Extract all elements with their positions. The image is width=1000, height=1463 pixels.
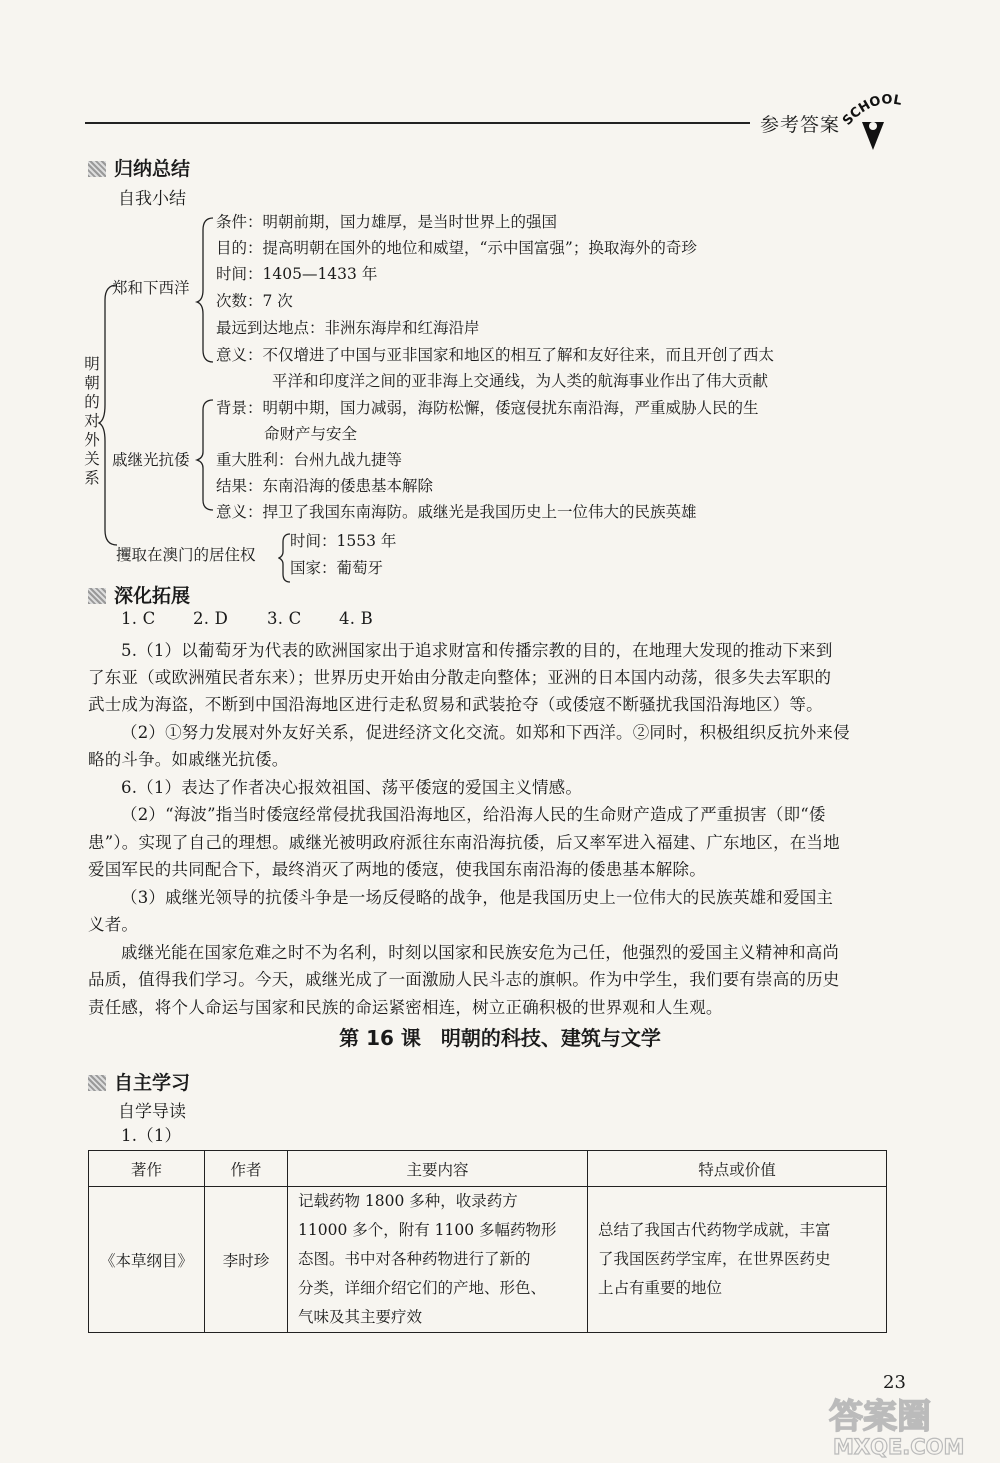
paragraph-line: 义者。 — [88, 915, 139, 934]
cell-content — [288, 1187, 588, 1333]
qijiguang-result: 结果：东南沿海的倭患基本解除 — [216, 477, 434, 495]
section-marker-icon — [88, 588, 106, 604]
header-title: 参考答案 — [760, 114, 841, 136]
watermark-text: 答案圈 — [829, 1397, 931, 1437]
paragraph-line: 戚继光能在国家危难之时不为名利，时刻以国家和民族安危为己任，他强烈的爱国主义精神和高尚 — [121, 943, 840, 962]
mindmap-braces — [95, 200, 225, 580]
mindmap-root: 明朝的对外关系 — [84, 355, 100, 487]
lesson-title: 第 16 课 明朝的科技、建筑与文学 — [339, 1026, 661, 1050]
section-summary-title: 归纳总结 — [114, 158, 191, 180]
paragraph-line: （2）①努力发展对外友好关系，促进经济文化交流。如郑和下西洋。②同时，积极组织反抗外来侵 — [121, 723, 850, 742]
cell-value-line: 总结了我国古代药物学成就，丰富 — [598, 1221, 831, 1239]
cell-content-line: 记载药物 1800 多种，收录药方 — [298, 1192, 518, 1210]
paragraph-line: 患”）。实现了自己的理想。戚继光被明政府派往东南沿海抗倭，后又率军进入福建、广东地区，在当地 — [88, 833, 840, 852]
branch-zhenghe-label: 郑和下西洋 — [112, 279, 190, 297]
paragraph-line: （3）戚继光领导的抗倭斗争是一场反侵略的战争，他是我国历史上一位伟大的民族英雄和爱国主 — [121, 888, 834, 907]
self-study-subtitle: 自学导读 — [118, 1102, 186, 1122]
mc-answer: 2. D — [193, 609, 229, 628]
section-self-study-title: 自主学习 — [114, 1072, 191, 1094]
zhenghe-purpose: 目的：提高明朝在国外的地位和威望，“示中国富强”；换取海外的奇珍 — [216, 239, 697, 257]
mc-answer: 1. C — [121, 609, 156, 628]
summary-subtitle: 自我小结 — [118, 189, 186, 209]
paragraph-line: 爱国军民的共同配合下，最终消灭了两地的倭寇，使我国东南沿海的倭患基本解除。 — [88, 860, 706, 879]
paragraph-line: 责任感，将个人命运与国家和民族的命运紧密相连，树立正确积极的世界观和人生观。 — [88, 998, 723, 1017]
section-marker-icon — [88, 161, 106, 177]
school-logo-text: SCHOOL — [840, 92, 903, 129]
page-number: 23 — [883, 1372, 906, 1393]
section-summary — [88, 154, 190, 181]
watermark-url: MXQE.COM — [833, 1435, 965, 1459]
section-marker-icon — [88, 1075, 106, 1091]
branch-macau-label: 攫取在澳门的居住权 — [116, 546, 256, 564]
section-self-study — [88, 1068, 190, 1095]
cell-value-line: 上占有重要的地位 — [598, 1279, 723, 1297]
cell-content-line: 11000 多个，附有 1100 多幅药物形 — [298, 1221, 557, 1239]
paragraph-line: 略的斗争。如戚继光抗倭。 — [88, 750, 289, 769]
paragraph-line: 5.（1）以葡萄牙为代表的欧洲国家出于追求财富和传播宗教的目的，在地理大发现的推动下来到 — [121, 641, 833, 660]
mc-answer: 4. B — [339, 609, 373, 628]
table-header-cell: 作者 — [205, 1151, 288, 1187]
qijiguang-significance: 意义：捍卫了我国东南海防。戚继光是我国历史上一位伟大的民族英雄 — [216, 503, 697, 521]
table-header-row — [89, 1151, 887, 1187]
cell-author: 李时珍 — [205, 1187, 288, 1333]
watermark-logo — [825, 1388, 995, 1460]
macau-country: 国家：葡萄牙 — [290, 559, 384, 577]
zhenghe-significance-cont: 平洋和印度洋之间的亚非海上交通线，为人类的航海事业作出了伟大贡献 — [272, 372, 769, 390]
cell-work: 《本草纲目》 — [89, 1187, 205, 1333]
cell-content-line: 态图。书中对各种药物进行了新的 — [298, 1250, 531, 1268]
cell-content-line: 分类，详细介绍它们的产地、形色、 — [298, 1279, 547, 1297]
branch-qijiguang-label: 戚继光抗倭 — [112, 451, 190, 469]
table-header-cell: 主要内容 — [288, 1151, 588, 1187]
cell-value-line: 了我国医药学宝库，在世界医药史 — [598, 1250, 831, 1268]
cell-content-line: 气味及其主要疗效 — [298, 1308, 423, 1326]
paragraph-line: （2）“海波”指当时倭寇经常侵扰我国沿海地区，给沿海人民的生命财产造成了严重损害（即“倭 — [121, 805, 826, 824]
macau-time: 时间：1553 年 — [290, 532, 397, 550]
cell-value — [588, 1187, 887, 1333]
header-rule — [85, 122, 750, 124]
zhenghe-significance: 意义：不仅增进了中国与亚非国家和地区的相互了解和友好往来，而且开创了西太 — [216, 346, 775, 364]
qijiguang-victory: 重大胜利：台州九战九捷等 — [216, 451, 403, 469]
table-row — [89, 1187, 887, 1333]
paragraph-line: 武士成为海盗，不断到中国沿海地区进行走私贸易和武装抢夺（或倭寇不断骚扰我国沿海地区）等。 — [88, 695, 823, 714]
school-logo — [840, 92, 908, 154]
book-table — [88, 1150, 887, 1333]
question-label: 1.（1） — [121, 1126, 182, 1145]
qijiguang-background: 背景：明朝中期，国力减弱，海防松懈，倭寇侵扰东南沿海，严重威胁人民的生 — [216, 399, 759, 417]
mc-answer: 3. C — [267, 609, 302, 628]
paragraph-line: 品质，值得我们学习。今天，戚继光成了一面激励人民斗志的旗帜。作为中学生，我们要有崇高的历史 — [88, 970, 840, 989]
zhenghe-condition: 条件：明朝前期，国力雄厚，是当时世界上的强国 — [216, 213, 558, 231]
section-extension — [88, 581, 190, 608]
zhenghe-time: 时间：1405—1433 年 — [216, 265, 378, 283]
paragraph-line: 了东亚（或欧洲殖民者东来）；世界历史开始由分散走向整体；亚洲的日本国内动荡，很多失去军职的 — [88, 668, 832, 687]
qijiguang-background-cont: 命财产与安全 — [264, 425, 358, 443]
table-header-cell: 特点或价值 — [588, 1151, 887, 1187]
paragraph-line: 6.（1）表达了作者决心报效祖国、荡平倭寇的爱国主义情感。 — [121, 778, 583, 797]
zhenghe-farthest: 最远到达地点：非洲东海岸和红海沿岸 — [216, 319, 480, 337]
table-header-cell: 著作 — [89, 1151, 205, 1187]
section-extension-title: 深化拓展 — [114, 585, 191, 607]
zhenghe-count: 次数：7 次 — [216, 292, 293, 310]
